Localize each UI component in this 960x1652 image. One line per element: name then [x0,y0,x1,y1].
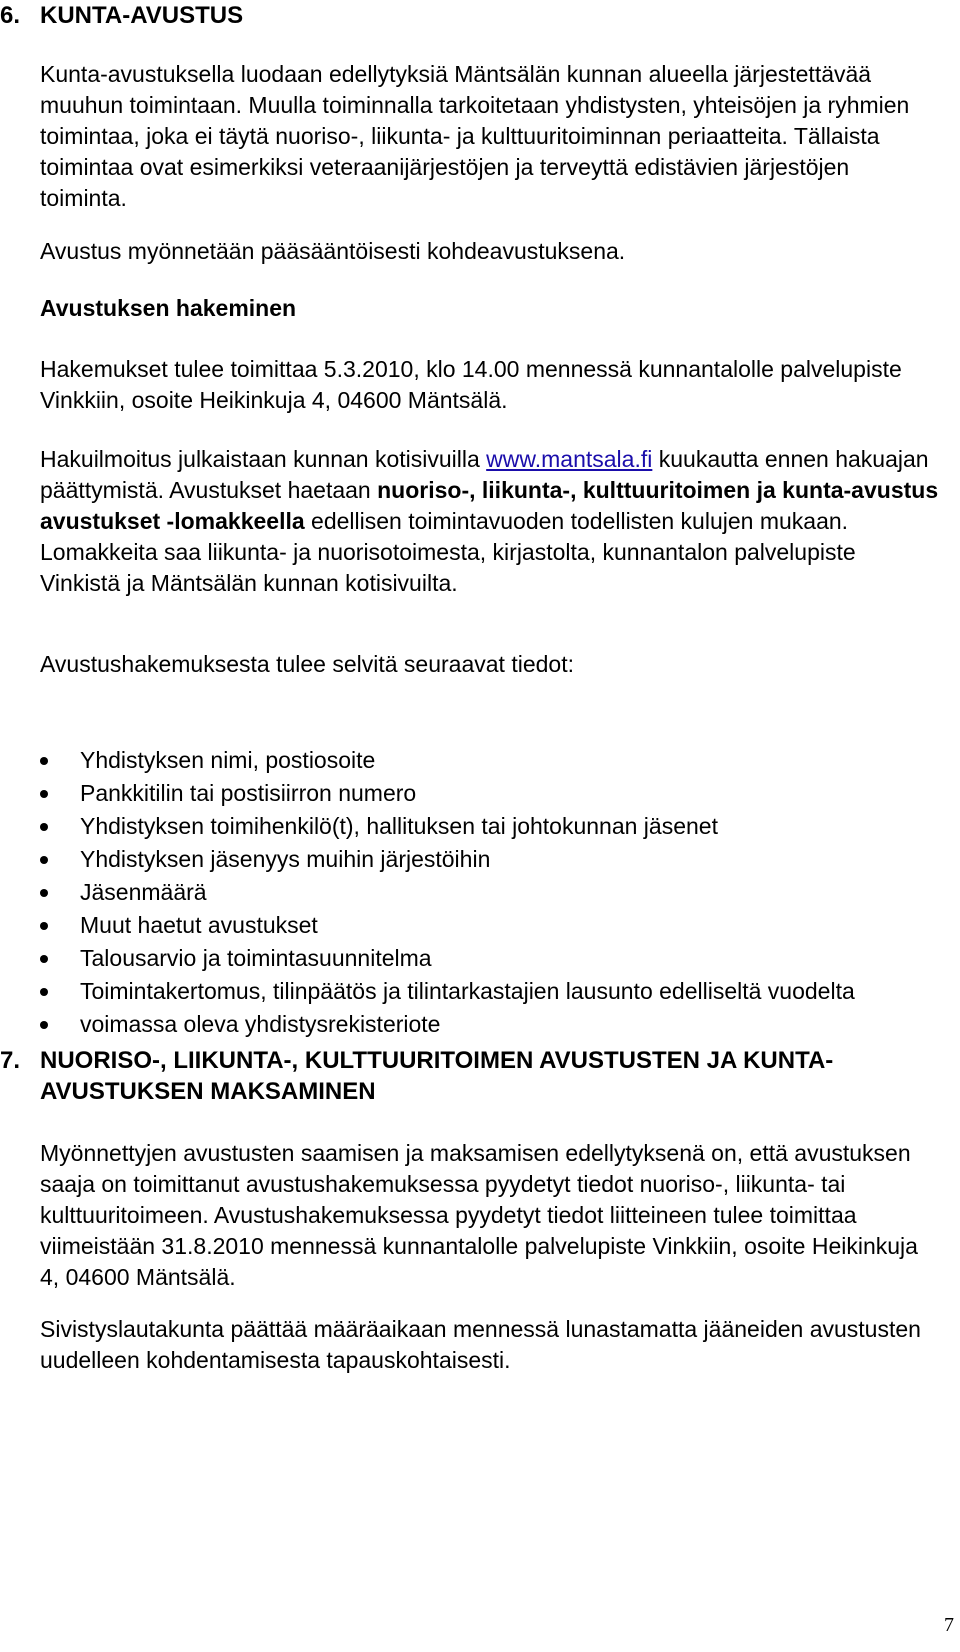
section-6-title: KUNTA-AVUSTUS [40,2,244,29]
list-item-text: Yhdistyksen nimi, postiosoite [80,747,376,773]
list-item-text: voimassa oleva yhdistysrekisteriote [80,1011,441,1037]
haku-form-name: nuoriso-, liikunta-, kulttuuritoimen ja kunta-avustus avustukset -lomakkeella [40,477,939,534]
section-6-hakuilmoitus [40,444,940,599]
bullet-icon [40,790,48,798]
bullet-icon [40,757,48,765]
section-7-number: 7. [0,1047,21,1074]
haku-text-mid: kuukautta ennen hakuajan päättymistä. Avustukset haetaan [40,446,929,503]
section-6-number: 6. [0,2,21,29]
section-7-para-1: Myönnettyjen avustusten saamisen ja maksamisen edellytyksenä on, että avustuksen saaja on toimittanut avustushakemuksessa pyydetyt tiedot nuoriso-, liikunta- tai kulttuuritoimeen. Avustushakemuksessa pyydetyt tiedot liitteineen tulee toimittaa viimeistään 31.8.2010 mennessä kunnantalolle palvelupiste Vinkkiin, osoite Heikinkuja 4, 04600 Mäntsälä. [40,1140,918,1290]
list-item-text: Yhdistyksen jäsenyys muihin järjestöihin [80,846,491,872]
section-7-title: NUORISO-, LIIKUNTA-, KULTTUURITOIMEN AVUSTUSTEN JA KUNTA-AVUSTUKSEN MAKSAMINEN [40,1047,834,1105]
bullet-icon [40,889,48,897]
haku-text-end: edellisen toimintavuoden todellisten kulujen mukaan. Lomakkeita saa liikunta- ja nuorisotoimesta, kirjastolta, kunnantalon palvelupiste Vinkistä ja Mäntsälän kunnan kotisivuilta. [40,508,856,596]
list-item [40,910,940,941]
section-7-para-2: Sivistyslautakunta päättää määräaikaan mennessä lunastamatta jääneiden avustusten uudelleen kohdentamisesta tapauskohtaisesti. [40,1316,921,1373]
bullet-icon [40,988,48,996]
list-item [40,976,940,1007]
bullet-icon [40,922,48,930]
list-item [40,778,940,809]
list-item [40,844,940,875]
bullet-icon [40,856,48,864]
section-6-list-intro: Avustushakemuksesta tulee selvitä seuraavat tiedot: [40,651,574,677]
list-item [40,745,940,776]
section-6-kohde: Avustus myönnetään pääsääntöisesti kohdeavustuksena. [40,238,626,264]
required-info-list [40,745,940,1042]
list-item [40,1009,940,1040]
list-item-text: Jäsenmäärä [80,879,207,905]
bullet-icon [40,1021,48,1029]
list-item-text: Muut haetut avustukset [80,912,318,938]
haku-text-start: Hakuilmoitus julkaistaan kunnan kotisivuilla [40,446,487,472]
section-6-hakemukset: Hakemukset tulee toimittaa 5.3.2010, klo 14.00 mennessä kunnantalolle palvelupiste Vinkkiin, osoite Heikinkuja 4, 04600 Mäntsälä. [40,356,902,413]
bullet-icon [40,823,48,831]
list-item-text: Talousarvio ja toimintasuunnitelma [80,945,432,971]
section-6-subheading: Avustuksen hakeminen [40,295,297,321]
list-item-text: Toimintakertomus, tilinpäätös ja tilintarkastajien lausunto edelliseltä vuodelta [80,978,855,1004]
page-number: 7 [944,1614,954,1636]
section-6-intro: Kunta-avustuksella luodaan edellytyksiä Mäntsälän kunnan alueella järjestettävää muuhun toimintaan. Muulla toiminnalla tarkoitetaan yhdistysten, yhteisöjen ja ryhmien toimintaa, joka ei täytä nuoriso-, liikunta- ja kulttuuritoiminnan periaatteita. Tällaista toimintaa ovat esimerkiksi veteraanijärjestöjen ja terveyttä edistävien järjestöjen toiminta. [40,61,910,211]
list-item-text: Pankkitilin tai postisiirron numero [80,780,417,806]
bullet-icon [40,955,48,963]
mantsala-link[interactable]: www.mantsala.fi [486,446,653,472]
list-item [40,877,940,908]
list-item [40,943,940,974]
list-item-text: Yhdistyksen toimihenkilö(t), hallituksen tai johtokunnan jäsenet [80,813,718,839]
list-item [40,811,940,842]
